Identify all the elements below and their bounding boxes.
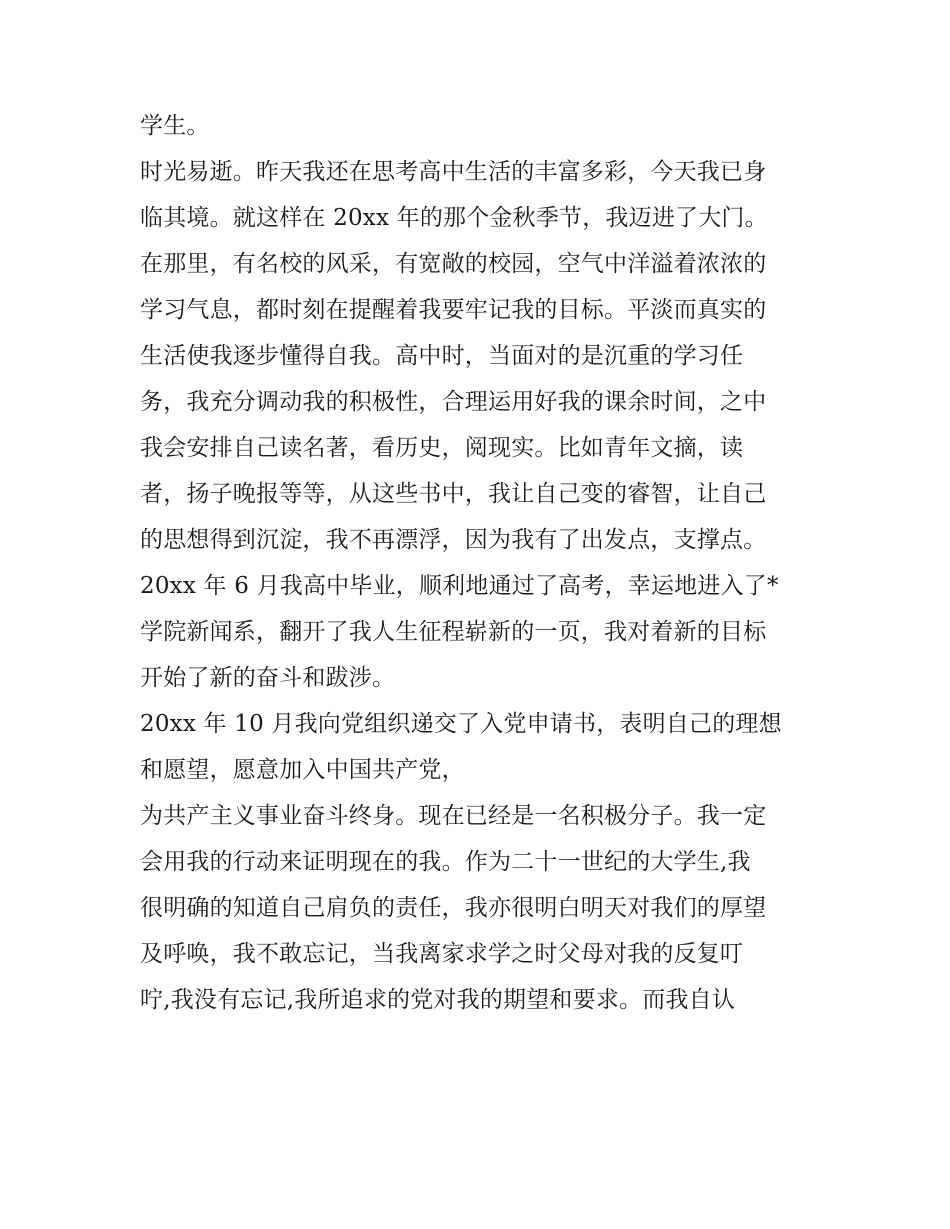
body-text	[140, 103, 820, 1023]
text-line: 务，我充分调动我的积极性，合理运用好我的课余时间，之中	[140, 389, 767, 415]
text-line: 在那里，有名校的风采，有宽敞的校园，空气中洋溢着浓浓的	[140, 251, 767, 277]
text-line: 20xx 年 6 月我高中毕业，顺利地通过了高考，幸运地进入了*	[140, 573, 779, 599]
text-line: 学院新闻系，翻开了我人生征程崭新的一页，我对着新的目标	[140, 619, 767, 645]
text-line: 及呼唤，我不敢忘记，当我离家求学之时父母对我的反复叮	[140, 941, 744, 967]
text-line: 学生。	[140, 113, 210, 139]
text-line: 我会安排自己读名著，看历史，阅现实。比如青年文摘，读	[140, 435, 744, 461]
text-line: 为共产主义事业奋斗终身。现在已经是一名积极分子。我一定	[140, 803, 767, 829]
text-line: 生活使我逐步懂得自我。高中时，当面对的是沉重的学习任	[140, 343, 744, 369]
text-line: 开始了新的奋斗和跋涉。	[140, 665, 396, 691]
text-line: 和愿望，愿意加入中国共产党，	[140, 757, 465, 783]
text-line: 时光易逝。昨天我还在思考高中生活的丰富多彩，今天我已身	[140, 159, 767, 185]
text-line: 咛,我没有忘记,我所追求的党对我的期望和要求。而我自认	[140, 987, 736, 1013]
text-line: 会用我的行动来证明现在的我。作为二十一世纪的大学生,我	[140, 849, 751, 875]
text-line: 很明确的知道自己肩负的责任，我亦很明白明天对我们的厚望	[140, 895, 767, 921]
text-line: 临其境。就这样在 20xx 年的那个金秋季节，我迈进了大门。	[140, 205, 768, 231]
text-line: 者，扬子晚报等等，从这些书中，我让自己变的睿智，让自己	[140, 481, 767, 507]
text-line: 20xx 年 10 月我向党组织递交了入党申请书，表明自己的理想	[140, 711, 782, 737]
text-line: 学习气息，都时刻在提醒着我要牢记我的目标。平淡而真实的	[140, 297, 767, 323]
text-line: 的思想得到沉淀，我不再漂浮，因为我有了出发点，支撑点。	[140, 527, 767, 553]
